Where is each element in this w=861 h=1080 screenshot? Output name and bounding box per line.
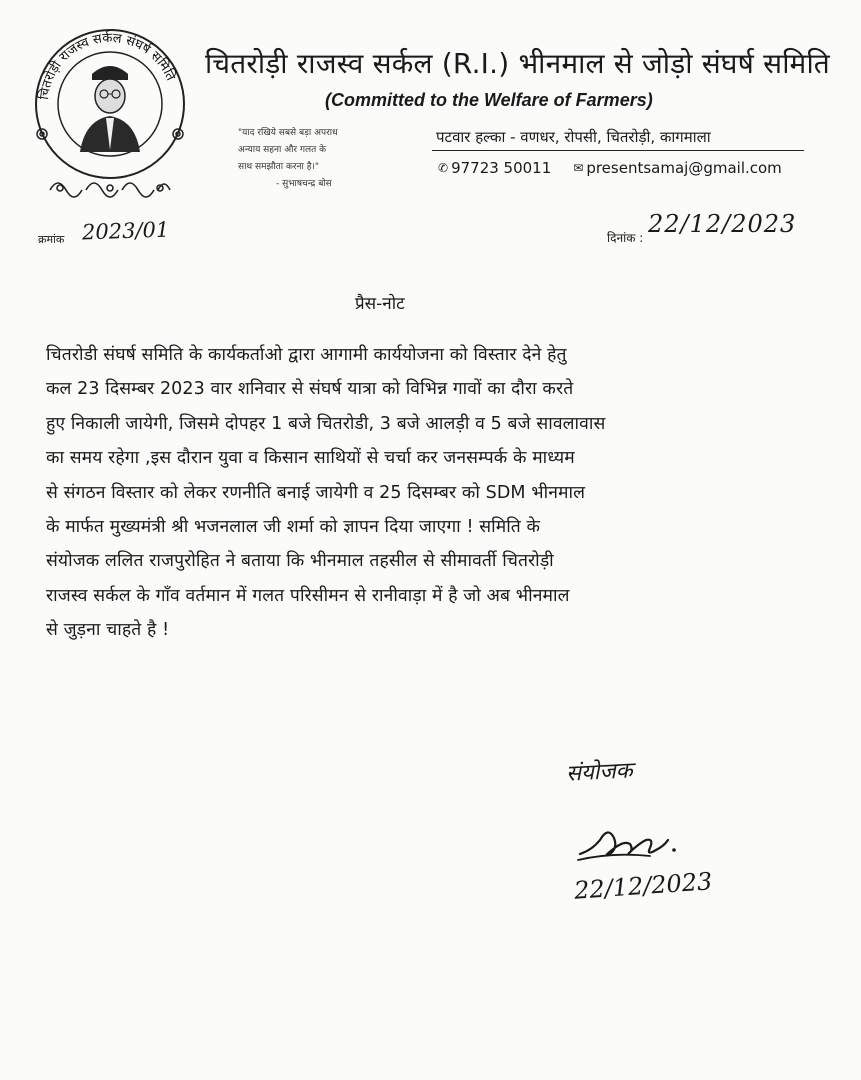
patwar-halka-line: पटवार हल्का - वणधर, रोपसी, चितरोड़ी, कागमाला: [436, 128, 711, 146]
body-line: हुए निकाली जायेगी, जिसमे दोपहर 1 बजे चितरोडी, 3 बजे आलड़ी व 5 बजे सावलावास: [46, 413, 606, 434]
body-line: राजस्व सर्कल के गाँव वर्तमान में गलत परिसीमन से रानीवाड़ा में है जो अब भीनमाल: [46, 585, 570, 606]
body-line: से संगठन विस्तार को लेकर रणनीति बनाई जायेगी व 25 दिसम्बर को SDM भीनमाल: [46, 482, 586, 503]
organization-logo: [30, 22, 190, 202]
quote-line: "याद रखिये सबसे बड़ा अपराध: [238, 128, 338, 138]
body-line: चितरोडी संघर्ष समिति के कार्यकर्ताओ द्वारा आगामी कार्ययोजना को विस्तार देने हेतु: [46, 345, 567, 365]
organization-title: चितरोड़ी राजस्व सर्कल (R.I.) भीनमाल से जोड़ो संघर्ष समिति: [205, 47, 830, 80]
quote-line: अन्याय सहना और गलत के: [238, 145, 327, 155]
date-label: दिनांक :: [607, 231, 644, 245]
press-note-body: [46, 338, 816, 648]
email-address: presentsamaj@gmail.com: [586, 159, 782, 177]
letterhead-divider: [432, 150, 804, 151]
reference-number: 2023/01: [81, 217, 170, 245]
date-value: 22/12/2023: [648, 210, 797, 238]
quote-block: [238, 125, 418, 193]
quote-line: साथ समझौता करना है।": [238, 162, 320, 172]
phone-number: 97723 50011: [451, 159, 552, 177]
logo-ring-text: चितरोड़ी राजस्व सर्कल संघर्ष समिति: [36, 30, 178, 101]
signatory-title: संयोजक: [565, 758, 634, 787]
body-line: संयोजक ललित राजपुरोहित ने बताया कि भीनमाल तहसील से सीमावर्ती चितरोड़ी: [46, 551, 554, 572]
press-note-heading: प्रैस-नोट: [355, 294, 405, 314]
body-line: से जुड़ना चाहते है !: [46, 620, 170, 641]
body-line: का समय रहेगा ,इस दौरान युवा व किसान साथियों से चर्चा कर जनसम्पर्क के माध्यम: [46, 448, 575, 469]
organization-subtitle: (Committed to the Welfare of Farmers): [325, 90, 653, 110]
quote-author: - सुभाषचन्द्र बोस: [276, 179, 332, 189]
body-line: के मार्फत मुख्यमंत्री श्री भजनलाल जी शर्मा को ज्ञापन दिया जाएगा ! समिति के: [46, 517, 541, 538]
signature-date: 22/12/2023: [573, 867, 714, 905]
body-line: कल 23 दिसम्बर 2023 वार शनिवार से संघर्ष यात्रा को विभिन्न गावों का दौरा करते: [46, 379, 574, 400]
contact-line: [438, 159, 782, 177]
handwritten-signature: [572, 810, 692, 870]
mail-icon: ✉: [573, 161, 584, 175]
phone-icon: ✆: [438, 161, 449, 175]
reference-label: क्रमांक: [38, 233, 65, 246]
